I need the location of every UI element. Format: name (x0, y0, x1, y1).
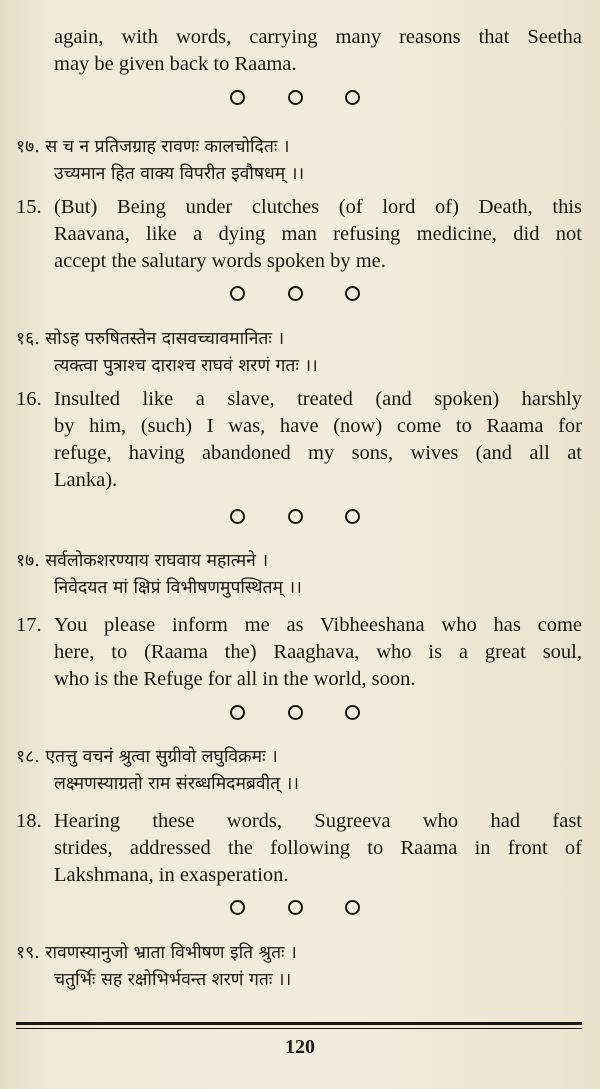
sanskrit-line: १७. स च न प्रतिजग्राह रावणः कालचोदितः । (16, 137, 290, 157)
verse-number: 15. (16, 196, 42, 218)
circle-icon (230, 900, 245, 915)
sanskrit-line: उच्यमान हित वाक्य विपरीत इवौषधम् ।। (54, 164, 305, 184)
sanskrit-line: चतुर्भिः सह रक्षोभिर्भवन्त शरणं गतः ।। (54, 970, 292, 990)
text-line: accept the salutary words spoken by me. (54, 250, 386, 272)
sanskrit-line: १६. सोऽह परुषितस्तेन दासवच्चावमानितः । (16, 329, 285, 349)
text-line: refuge, having abandoned my sons, wives (and all at (54, 442, 582, 464)
text-line: here, to (Raama the) Raaghava, who is a great soul, (54, 641, 582, 663)
text-line: 16. Insulted like a slave, treated (and spoken) harshly (16, 386, 582, 413)
separator-ornament (230, 898, 360, 916)
english-translation (16, 194, 582, 275)
separator-ornament (230, 507, 360, 525)
footer-rule (16, 1022, 582, 1025)
sanskrit-line: १७. सर्वलोकशरण्याय राघवाय महात्मने । (16, 551, 269, 571)
text-line: 15. (But) Being under clutches (of lord of) Death, this (16, 194, 582, 221)
circle-icon (345, 705, 360, 720)
text-line: who is the Refuge for all in the world, soon. (54, 668, 416, 690)
sanskrit-line: १९. रावणस्यानुजो भ्राता विभीषण इति श्रुतः । (16, 943, 297, 963)
sanskrit-verse (16, 134, 582, 188)
text-line: 18. Hearing these words, Sugreeva who had fast (16, 808, 582, 835)
english-translation (16, 386, 582, 494)
circle-icon (288, 90, 303, 105)
sanskrit-verse (16, 744, 582, 798)
sanskrit-line: १८. एतत्तु वचनं श्रुत्वा सुग्रीवो लघुविक्रमः । (16, 747, 278, 767)
circle-icon (345, 286, 360, 301)
circle-icon (230, 90, 245, 105)
sanskrit-line: निवेदयत मां क्षिप्रं विभीषणमुपस्थितम् ।। (54, 578, 302, 598)
verse-number: 16. (16, 388, 42, 410)
circle-icon (288, 509, 303, 524)
separator-ornament (230, 703, 360, 721)
sanskrit-verse (16, 548, 582, 602)
text-line: 17. You please inform me as Vibheeshana who has come (16, 612, 582, 639)
circle-icon (230, 286, 245, 301)
circle-icon (288, 900, 303, 915)
circle-icon (345, 900, 360, 915)
footer-rule-thin (16, 1028, 582, 1029)
circle-icon (345, 90, 360, 105)
verse-number: 17. (16, 614, 42, 636)
sanskrit-verse (16, 940, 582, 994)
text-line: Lakshmana, in exasperation. (54, 864, 289, 886)
sanskrit-line: त्यक्त्वा पुत्राश्च दाराश्च राघवं शरणं गतः ।। (54, 356, 318, 376)
separator-ornament (230, 284, 360, 302)
english-translation (16, 808, 582, 889)
text-line: Raavana, like a dying man refusing medicine, did not (54, 223, 582, 245)
circle-icon (230, 509, 245, 524)
text-line: by him, (such) I was, have (now) come to Raama for (54, 415, 582, 437)
verse-number: 18. (16, 810, 42, 832)
sanskrit-line: लक्ष्मणस्याग्रतो राम संरब्धमिदमब्रवीत् ।। (54, 774, 299, 794)
circle-icon (288, 286, 303, 301)
text-line: may be given back to Raama. (54, 53, 297, 75)
text-line: Lanka). (54, 469, 118, 491)
circle-icon (345, 509, 360, 524)
separator-ornament (230, 88, 360, 106)
intro-paragraph (16, 24, 582, 78)
text-line: strides, addressed the following to Raama in front of (54, 837, 582, 859)
sanskrit-verse (16, 326, 582, 380)
text-line: again, with words, carrying many reasons that Seetha (54, 26, 582, 48)
circle-icon (230, 705, 245, 720)
page-number: 120 (285, 1036, 315, 1058)
circle-icon (288, 705, 303, 720)
english-translation (16, 612, 582, 693)
